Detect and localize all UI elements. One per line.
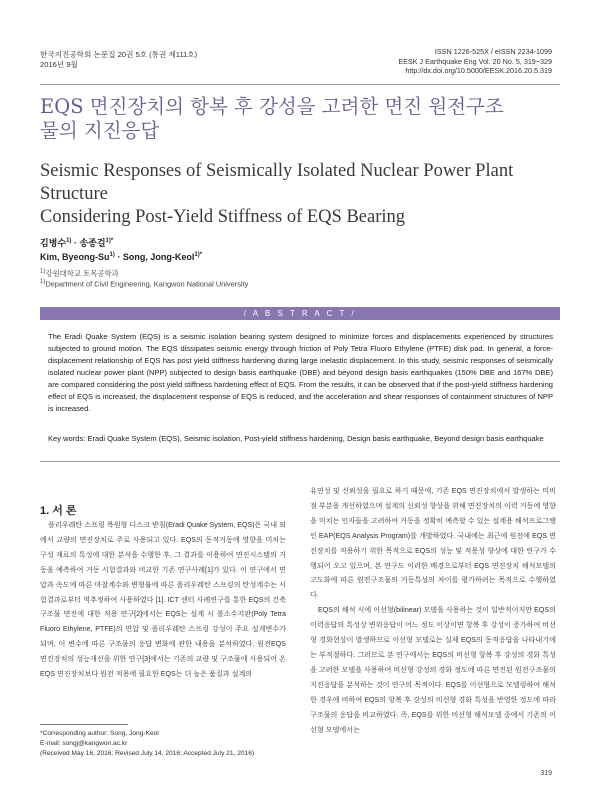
- affiliation-korean: [40, 268, 119, 279]
- abstract-text: The Eradi Quake System (EQS) is a seismic isolation bearing system designed to minimize forces and displacements experienced by structures subjected to ground motion. The EQS dissipates seismic energy through friction of Poly Tetra Fluoro Ethylene (PTFE) disk pad. In general, a force-displacement relationship of EQS has post yield stiffness hardening during large inelastic displacement. In this study, seismic responses of seismically isolated nuclear power plant (NPP) subjected to design basis earthquake (DBE) and beyond design basis earthquakes (150% DBE and 167% DBE) are compared considering the post yield stiffness hardening effect of EQS. From the results, it can be observed that if the post-yield stiffness hardening effect of EQS is increased, the displacement response of EQS is reduced, and the acceleration and shear responses of containment structures of NPP is increased.: [48, 332, 553, 414]
- author-separator-en: ·: [114, 252, 123, 262]
- author-2-ko: 송종걸: [79, 238, 106, 248]
- author-email[interactable]: E-mail: songj@kangwon.ac.kr: [40, 740, 128, 747]
- author-1-en-sup: 1): [109, 252, 115, 258]
- journal-name-ko: 한국지진공학회 논문집 20권 5호 (통권 제111호): [40, 50, 198, 59]
- author-2-en: Song, Jong-Keol: [122, 252, 195, 262]
- doi-link[interactable]: http://dx.doi.org/10.5000/EESK.2016.20.5.319: [405, 66, 552, 75]
- abstract-divider: [40, 461, 560, 462]
- section-1-paragraph-1-cont: 유연성 및 신뢰성을 필요로 하기 때문에, 기존 EQS 면진장치에서 발생하는 미비점 부분을 개선하였으며 설계의 신뢰성 향상을 위해 면진장치의 이력 거동에 영향을 미치는 인자들을 고려하여 거동을 정확히 예측할 수 있는 설계용 해석프로그램인 EAP(EQS Analysis Program)를 개발하였다. 국내에는 최근에 원전에 EQS 면진장치를 적용하기 위한 목적으로 EQS의 성능 및 적용성 향상에 대한 연구가 수행되어 오고 있으며, 본 연구도 이러한 배경으로부터 EQS 면진장치 해석모델의 고도화에 따른 원전구조물의 거동특성의 차이를 평가하려는 목적으로 수행하였다.: [310, 487, 556, 600]
- title-english-line2: Considering Post-Yield Stiffness of EQS Bearing: [40, 207, 406, 227]
- affiliation-en-text: Department of Civil Engineering, Kangwon National University: [45, 279, 249, 289]
- section-1-paragraph-2: EQS의 해석 시에 이선형(bilinear) 모델을 사용하는 것이 일반적이지만 EQS의 이력응답의 특성상 변위응답이 어느 정도 이상이면 항복 후 강성이 증가하여 비선형 경화현상이 발생하므로 이선형 모델로는 실제 EQS의 동적응답을 나타내기에는 부적절하다. 그러므로 본 연구에서는 EQS의 비선형 항복 후 강성의 경화 특성을 고려한 모델을 사용하여 비선형 강성의 경화 정도에 따른 면진된 원전구조물의 지진응답을 분석하는 것이 연구의 목적이다. EQS를 이선형으로 모델링하여 해석한 경우에 비하여 EQS의 항복 후 강성의 비선형 경화 특성을 반영한 정도에 따라 구조물의 응답을 비교하였다. 즉, EQS를 위한 비선형 해석모델 중에서 기존의 이선형 모델에서는: [310, 606, 556, 734]
- section-1-paragraph-1: 플리우레탄 스프링 복원형 디스크 받침(Eradi Quake System, EQS)은 국내 외에서 교량의 면진장치로 주로 사용되고 있다. EQS의 동적거동에 영향을 미치는 구성 재료의 특성에 대한 분석을 수행한 후, 그 결과를 이용하여 면진시스템의 거동을 예측하여 거동 시험결과와 비교한 기존 연구사례[1]가 있다. 이 연구에서 면압과 속도에 따른 마찰계수와 변형률에 따른 폴리우레탄 스프링의 탄성계수는 시험결과로부터 역추정하여 사용하였다 [1]. ICT 센터 사례연구를 통한 EQS의 건축구조물 면진에 대한 적용 연구[2]에서는 EQS는 설계 시 볼소수지판(Poly Tetra Fluoro Ethylene, PTFE)의 면압 및 폴리우레탄 스프링 강성이 주요 설계변수가 되며, 이 변수에 따른 구조물의 응답 변화에 관한 내용을 분석하였다. 원전EQS 면진장치의 성능개선을 위한 연구[3]에서는 기존의 교량 및 구조물에 사용되어 온 EQS 면진장치보다 원전 적용에 필요한 EQS는 더 높은 품질과 설계의: [40, 521, 286, 679]
- author-1-ko: 김병수: [40, 238, 67, 248]
- author-2-en-sup: 1)*: [194, 252, 203, 258]
- title-korean: [40, 95, 570, 143]
- title-english-line1: Seismic Responses of Seismically Isolated Nuclear Power Plant Structure: [40, 161, 514, 204]
- affiliation-ko-text: 강원대학교 토목공학과: [45, 269, 119, 278]
- footnote-divider: [40, 724, 128, 725]
- keywords: [48, 433, 553, 445]
- affiliation-ko-sup: 1): [40, 268, 46, 275]
- journal-header-left: [40, 50, 197, 70]
- issn: ISSN 1226-525X / eISSN 2234-1099: [434, 47, 552, 56]
- title-english: [40, 160, 570, 229]
- footnote: [40, 729, 254, 759]
- right-column: [310, 484, 556, 737]
- affiliation-english: [40, 279, 248, 288]
- corresponding-author: *Corresponding author: Song, Jong-Keol: [40, 730, 159, 737]
- journal-date-ko: 2016년 9월: [40, 60, 78, 69]
- title-korean-line2: 물의 지진응답: [40, 119, 160, 142]
- authors-korean: [40, 236, 113, 249]
- author-1-ko-sup: 1): [66, 238, 72, 244]
- author-2-ko-sup: 1)*: [105, 238, 114, 244]
- author-1-en: Kim, Byeong-Su: [40, 252, 110, 262]
- affiliation-en-sup: 1): [40, 279, 46, 285]
- author-separator-ko: ·: [71, 238, 80, 248]
- keywords-label: Key words:: [48, 434, 86, 443]
- authors-english: [40, 252, 202, 262]
- received-dates: (Received May 16, 2016; Revised July 14, 2016; Accepted July 21, 2016): [40, 750, 255, 757]
- page-number: 319: [540, 770, 552, 777]
- header-divider: [40, 84, 560, 85]
- title-korean-line1: EQS 면진장치의 항복 후 강성을 고려한 면진 원전구조: [40, 95, 504, 118]
- keywords-list: Eradi Quake System (EQS), Seismic isolation, Post-yield stiffness hardening, Design basis earthquake, Beyond design basis earthquake: [87, 434, 544, 443]
- eesk-citation: EESK J Earthquake Eng Vol. 20 No. 5, 319~329: [398, 56, 552, 66]
- section-1-title: 1. 서 론: [40, 505, 77, 517]
- journal-header-right: [398, 47, 552, 76]
- abstract-heading: / A B S T R A C T /: [40, 307, 560, 320]
